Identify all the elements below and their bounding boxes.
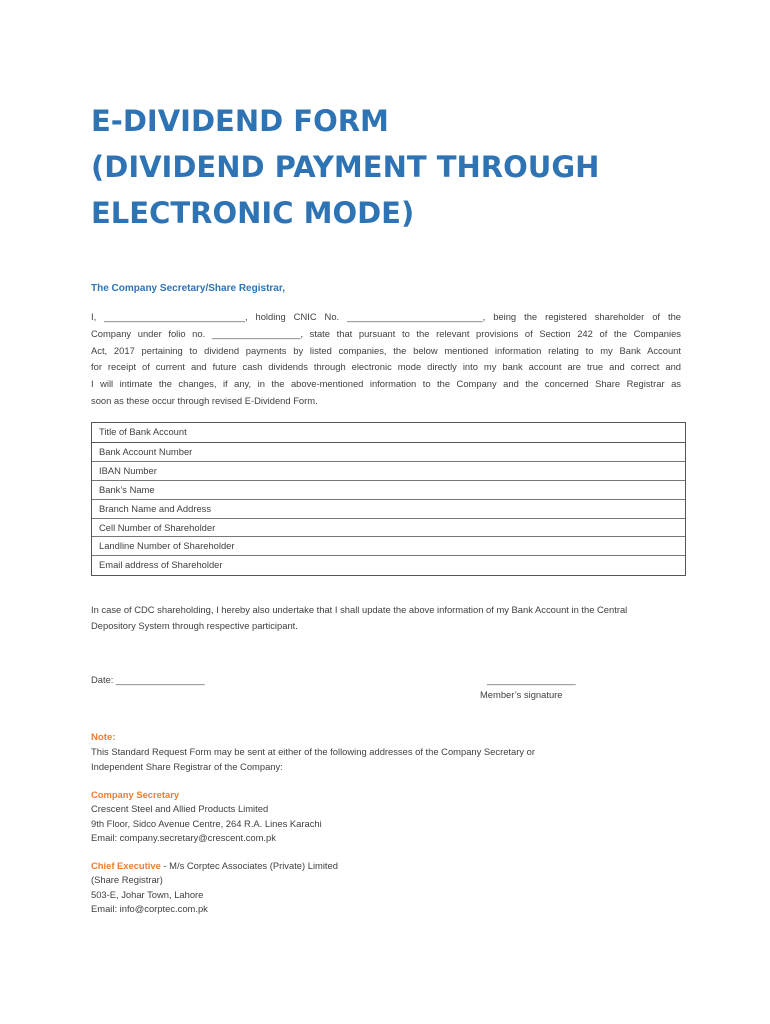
intro-line: for receipt of current and future cash dividends through electronic mode directly into my bank account are true and correct and (91, 361, 681, 373)
form-title-line-3: ELECTRONIC MODE) (91, 196, 415, 230)
intro-line: I, ___________________________, holding CNIC No. __________________________, being the registered shareholder of the (91, 311, 681, 322)
company-secretary-address (91, 788, 322, 846)
intro-line: I will intimate the changes, if any, in the above-mentioned information to the Company and the concerned Share Registrar as (91, 378, 681, 390)
chief-executive-heading: Chief Executive (91, 860, 161, 871)
form-title-line-2: (DIVIDEND PAYMENT THROUGH (91, 150, 600, 184)
bank-field-title-of-account[interactable]: Title of Bank Account (92, 423, 685, 443)
chief-executive-address (91, 859, 338, 917)
cdc-line: In case of CDC shareholding, I hereby also undertake that I shall update the above information of my Bank Account in the Central (91, 604, 628, 615)
email-line: Email: company.secretary@crescent.com.pk (91, 832, 276, 844)
company-secretary-heading: Company Secretary (91, 789, 180, 800)
note-text (91, 744, 651, 774)
note-line: This Standard Request Form may be sent at either of the following addresses of the Company Secretary or (91, 746, 535, 757)
form-title (91, 98, 691, 236)
intro-line: soon as these occur through revised E-Dividend Form. (91, 394, 318, 406)
intro-paragraph (91, 309, 681, 410)
chief-executive-heading-line (91, 859, 338, 873)
note-line: Independent Share Registrar of the Company: (91, 761, 283, 772)
note-heading: Note: (91, 732, 116, 743)
bank-field-cell-number[interactable]: Cell Number of Shareholder (92, 519, 685, 538)
bank-field-bank-name[interactable]: Bank’s Name (92, 481, 685, 500)
intro-line: Company under folio no. _________________, state that pursuant to the relevant provisions of Section 242 of the Companies (91, 327, 681, 339)
salutation: The Company Secretary/Share Registrar, (91, 283, 285, 294)
email-line: Email: info@corptec.com.pk (91, 903, 208, 915)
bank-field-email[interactable]: Email address of Shareholder (99, 559, 223, 571)
bank-field-iban[interactable]: IBAN Number (92, 462, 685, 481)
form-title-line-1: E-DIVIDEND FORM (91, 104, 389, 138)
cdc-undertaking (91, 602, 691, 634)
bank-field-account-number[interactable]: Bank Account Number (92, 443, 685, 462)
date-field[interactable]: Date: _________________ (91, 674, 205, 685)
chief-executive-company: - M/s Corptec Associates (Private) Limited (160, 860, 338, 871)
signature-line[interactable]: _________________ (487, 674, 576, 685)
cdc-line: Depository System through respective participant. (91, 620, 298, 631)
signature-label: Member’s signature (480, 689, 563, 700)
bank-field-branch[interactable]: Branch Name and Address (92, 500, 685, 519)
address-line: 503-E, Johar Town, Lahore (91, 888, 204, 900)
bank-field-landline[interactable]: Landline Number of Shareholder (92, 537, 685, 556)
address-line: 9th Floor, Sidco Avenue Centre, 264 R.A. Lines Karachi (91, 817, 322, 829)
address-line: Crescent Steel and Allied Products Limited (91, 803, 269, 815)
bank-details-table (91, 422, 686, 576)
address-line: (Share Registrar) (91, 874, 163, 886)
intro-line: Act, 2017 pertaining to dividend payments by listed companies, the below mentioned information relating to my Bank Account (91, 344, 681, 356)
